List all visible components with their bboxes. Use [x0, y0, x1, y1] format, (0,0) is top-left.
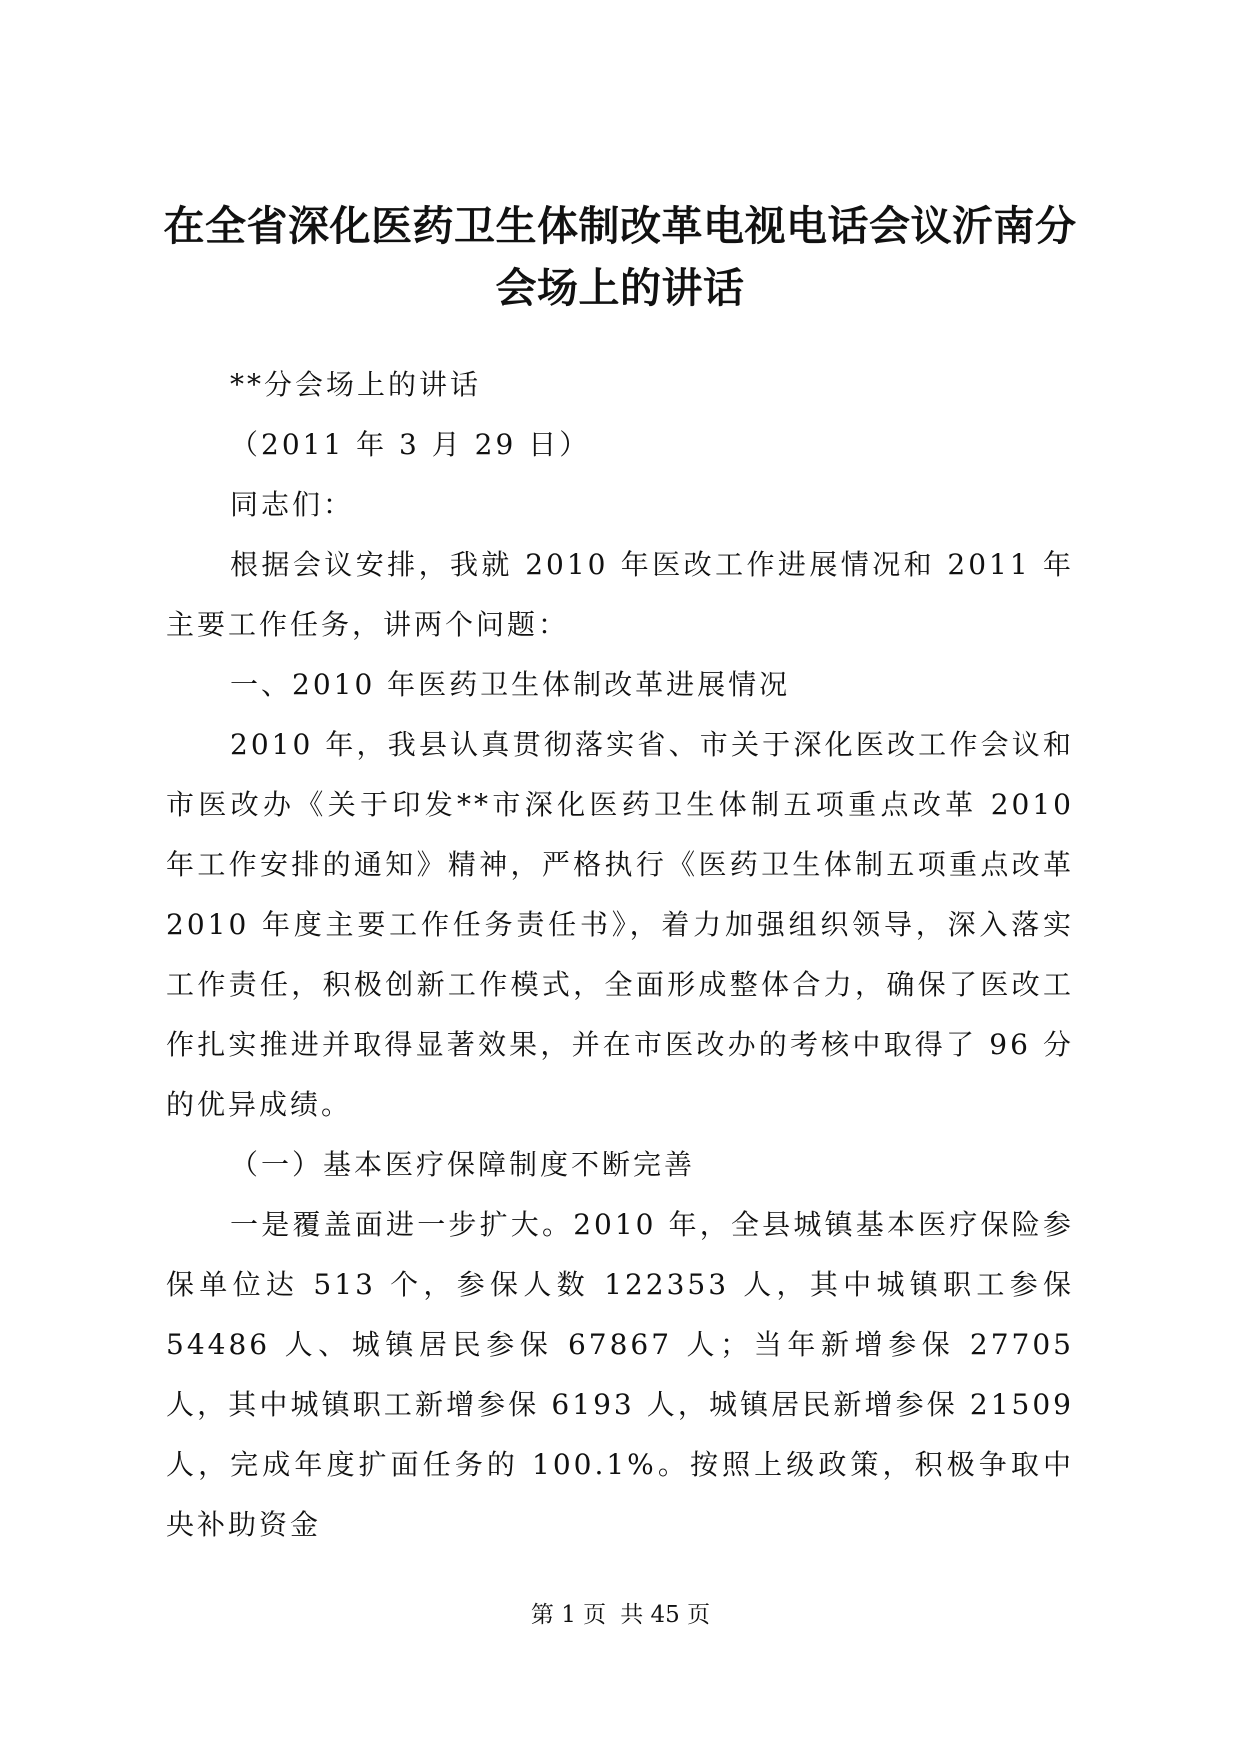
salutation-line: 同志们： [230, 488, 355, 521]
subsection-heading-1: （一）基本医疗保障制度不断完善 [230, 1148, 696, 1181]
total-pages: 共 45 页 [620, 1602, 711, 1628]
speech-date-line: （2011 年 3 月 29 日） [230, 428, 591, 461]
document-title: 在全省深化医药卫生体制改革电视电话会议沂南分会场上的讲话 [163, 202, 1077, 312]
body-paragraph: 一是覆盖面进一步扩大。2010 年，全县城镇基本医疗保险参保单位达 513 个，参保人数 122353 人，其中城镇职工参保 54486 人、城镇居民参保 67867 人；当年新增参保 27705 人，其中城镇职工新增参保 6193 人，城镇居民新增参保 21509 人，完成年度扩面任务的 100.1%。按照上级政策，积极争取中央补助资金 [166, 1208, 1074, 1541]
body-paragraph: 2010 年，我县认真贯彻落实省、市关于深化医改工作会议和市医改办《关于印发**市深化医药卫生体制五项重点改革 2010 年工作安排的通知》精神，严格执行《医药卫生体制五项重点改革 2010 年度主要工作任务责任书》，着力加强组织领导，深入落实工作责任，积极创新工作模式，全面形成整体合力，确保了医改工作扎实推进并取得显著效果，并在市医改办的考核中取得了 96 分的优异成绩。 [166, 728, 1074, 1121]
page-footer [0, 1600, 1241, 1630]
speech-venue-line: **分会场上的讲话 [230, 368, 482, 401]
document-body [166, 355, 1074, 1555]
section-heading-1: 一、2010 年医药卫生体制改革进展情况 [230, 668, 791, 701]
intro-paragraph: 根据会议安排，我就 2010 年医改工作进展情况和 2011 年主要工作任务，讲两个问题： [166, 548, 1074, 641]
page-number: 第 1 页 [530, 1602, 607, 1628]
